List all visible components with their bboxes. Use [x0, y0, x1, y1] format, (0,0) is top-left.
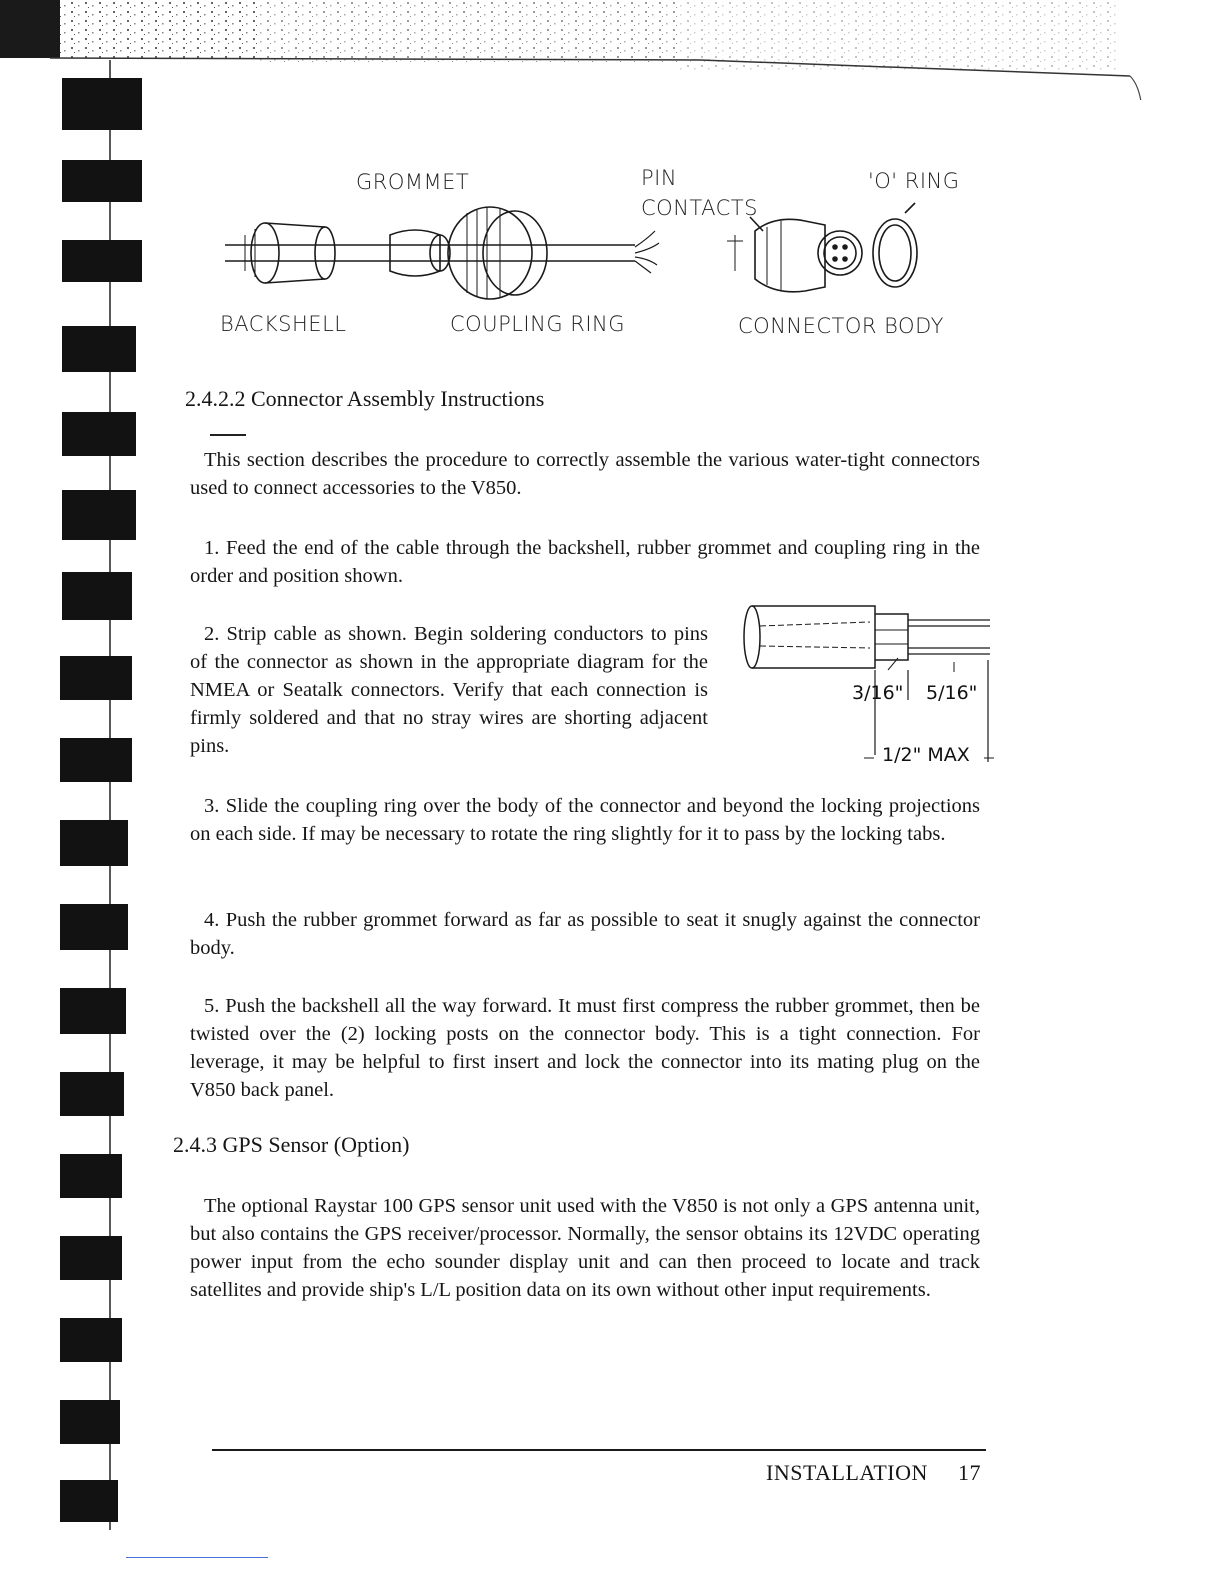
coupling-ring-shape — [448, 207, 532, 299]
footer-rule — [212, 1449, 986, 1451]
step-3: 3. Slide the coupling ring over the body of the connector and beyond the locking projections on each side. If may be necessary to rotate the ring slightly for it to pass by the locking tabs. — [190, 795, 980, 845]
pin-contacts-label-line1: PIN — [641, 166, 678, 190]
section-heading-connector-assembly: 2.4.2.2 Connector Assembly Instructions — [185, 386, 545, 411]
connector-exploded-diagram — [215, 195, 935, 300]
pin-contacts-label-line2: CONTACTS — [641, 196, 758, 220]
scan-top-edge — [0, 0, 1224, 100]
step-5: 5. Push the backshell all the way forward. It must first compress the rubber grommet, then be twisted over the (2) locking posts on the connector body. This is a tight connection. For leverage, it may be helpful to first insert and lock the connector into its mating plug on the V850 back panel. — [190, 995, 980, 1101]
strip-dimension-total: 1/2" MAX — [882, 744, 970, 766]
coupling-ring-label: COUPLING RING — [450, 312, 626, 336]
o-ring-label: 'O' RING — [868, 169, 960, 193]
grommet-shape — [390, 230, 440, 276]
step-1: 1. Feed the end of the cable through the backshell, rubber grommet and coupling ring in the order and position shown. — [190, 537, 980, 587]
step-4: 4. Push the rubber grommet forward as far as possible to seat it snugly against the connector body. — [190, 909, 980, 959]
gps-sensor-paragraph: The optional Raystar 100 GPS sensor unit used with the V850 is not only a GPS antenna unit, but also contains the GPS receiver/processor. Normally, the sensor obtains its 12VDC operating power input from the echo sounder display unit and can then proceed to locate and track satellites and provide ship's L/L position data on its own without other input requirements. — [190, 1195, 980, 1301]
footer-section-name: INSTALLATION — [766, 1460, 928, 1485]
step-2: 2. Strip cable as shown. Begin soldering conductors to pins of the connector as shown in the appropriate diagram for the NMEA or Seatalk connectors. Verify that each connection is firmly soldered and that no stray wires are shorting adjacent pins. — [190, 623, 708, 757]
spiral-binding — [0, 60, 160, 1540]
intro-paragraph: This section describes the procedure to correctly assemble the various water-tight connectors used to connect accessories to the V850. — [190, 449, 980, 499]
heading-underline-mark — [210, 434, 246, 436]
section-heading-gps-sensor: 2.4.3 GPS Sensor (Option) — [173, 1132, 410, 1157]
strip-dimension-jacket: 3/16" — [852, 682, 904, 704]
grommet-label: GROMMET — [356, 170, 470, 194]
footer-page-number: 17 — [958, 1460, 981, 1485]
connector-body-label: CONNECTOR BODY — [738, 314, 944, 338]
connector-body-shape — [755, 219, 825, 291]
strip-dimension-conductor: 5/16" — [926, 682, 978, 704]
backshell-label: BACKSHELL — [220, 312, 347, 336]
scan-edge-line — [126, 1557, 268, 1558]
